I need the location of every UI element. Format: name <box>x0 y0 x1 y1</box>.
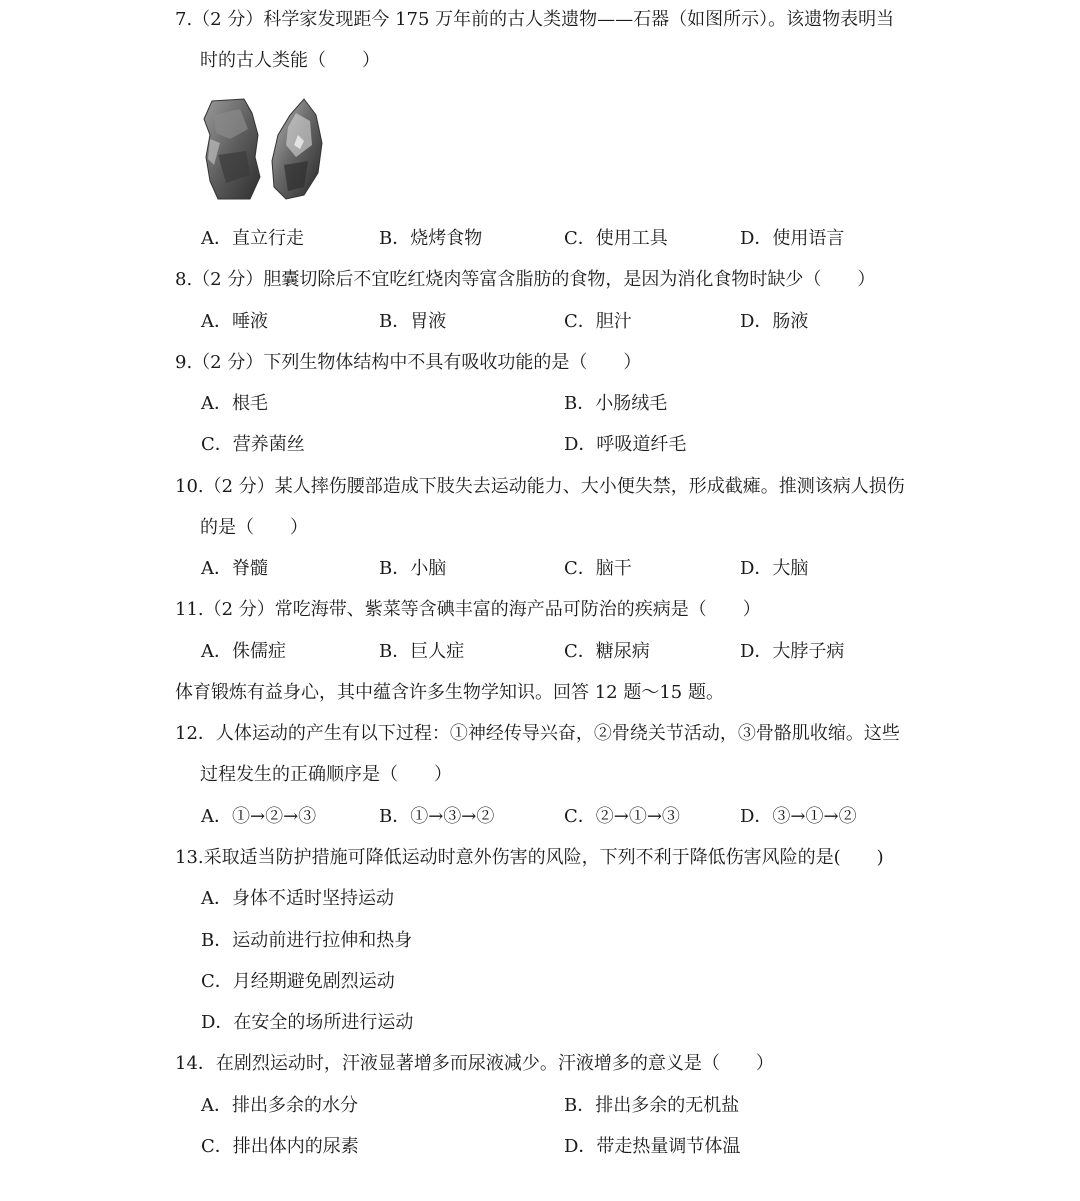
question-10-option-b: B．小脑 <box>379 558 447 579</box>
question-13-stem-line1: 13.采取适当防护措施可降低运动时意外伤害的风险，下列不利于降低伤害风险的是( ) <box>175 847 884 868</box>
question-11-option-b: B．巨人症 <box>379 641 465 662</box>
question-14-option-a: A．排出多余的水分 <box>201 1095 358 1116</box>
question-7-option-d: D．使用语言 <box>740 228 845 249</box>
question-13-option-b: B．运动前进行拉伸和热身 <box>201 930 413 951</box>
question-10-option-d: D．大脑 <box>740 558 809 579</box>
question-14-stem-line1: 14．在剧烈运动时，汗液显著增多而尿液减少。汗液增多的意义是（ ） <box>175 1053 774 1074</box>
question-8-option-c: C．胆汁 <box>564 311 632 332</box>
question-9-stem-line1: 9.（2 分）下列生物体结构中不具有吸收功能的是（ ） <box>175 352 642 373</box>
question-10-stem-line1: 10.（2 分）某人摔伤腰部造成下肢失去运动能力、大小便失禁，形成截瘫。推测该病人损伤 <box>175 476 905 497</box>
question-7-stem-line1: 7.（2 分）科学家发现距今 175 万年前的古人类遗物——石器（如图所示）。该遗物表明当 <box>175 9 895 30</box>
question-11-option-d: D．大脖子病 <box>740 641 845 662</box>
question-12-stem-line2: 过程发生的正确顺序是（ ） <box>200 764 452 785</box>
question-12-option-a: A．①→②→③ <box>201 806 317 827</box>
question-13-option-d: D．在安全的场所进行运动 <box>201 1012 414 1033</box>
question-9-option-d: D．呼吸道纤毛 <box>564 434 687 455</box>
question-8-option-a: A．唾液 <box>201 311 268 332</box>
question-7-option-b: B．烧烤食物 <box>379 228 483 249</box>
question-14-option-c: C．排出体内的尿素 <box>201 1136 359 1157</box>
question-10-stem-line2: 的是（ ） <box>200 517 308 538</box>
question-11-option-a: A．侏儒症 <box>201 641 286 662</box>
question-12-option-c: C．②→①→③ <box>564 806 680 827</box>
question-14-option-b: B．排出多余的无机盐 <box>564 1095 740 1116</box>
question-10-option-c: C．脑干 <box>564 558 632 579</box>
question-7-option-c: C．使用工具 <box>564 228 668 249</box>
question-14-option-d: D．带走热量调节体温 <box>564 1136 741 1157</box>
question-10-option-a: A．脊髓 <box>201 558 268 579</box>
question-12-stem-line1: 12．人体运动的产生有以下过程：①神经传导兴奋，②骨绕关节活动，③骨骼肌收缩。这些 <box>175 723 900 744</box>
question-9-option-c: C．营养菌丝 <box>201 434 305 455</box>
question-12-option-d: D．③→①→② <box>740 806 857 827</box>
stone-tools-photo-icon <box>200 95 325 203</box>
question-9-option-a: A．根毛 <box>201 393 268 414</box>
question-8-option-b: B．胃液 <box>379 311 447 332</box>
question-8-option-d: D．肠液 <box>740 311 809 332</box>
question-11-stem-line1: 11.（2 分）常吃海带、紫菜等含碘丰富的海产品可防治的疾病是（ ） <box>175 599 761 620</box>
question-8-stem-line1: 8.（2 分）胆囊切除后不宜吃红烧肉等富含脂肪的食物，是因为消化食物时缺少（ ） <box>175 269 876 290</box>
question-11-option-c: C．糖尿病 <box>564 641 650 662</box>
question-9-option-b: B．小肠绒毛 <box>564 393 668 414</box>
question-13-option-a: A．身体不适时坚持运动 <box>201 888 394 909</box>
question-13-option-c: C．月经期避免剧烈运动 <box>201 971 395 992</box>
section-intro: 体育锻炼有益身心，其中蕴含许多生物学知识。回答 12 题～15 题。 <box>175 682 724 703</box>
question-7-option-a: A．直立行走 <box>201 228 304 249</box>
question-7-stem-line2: 时的古人类能（ ） <box>200 50 380 71</box>
question-12-option-b: B．①→③→② <box>379 806 495 827</box>
